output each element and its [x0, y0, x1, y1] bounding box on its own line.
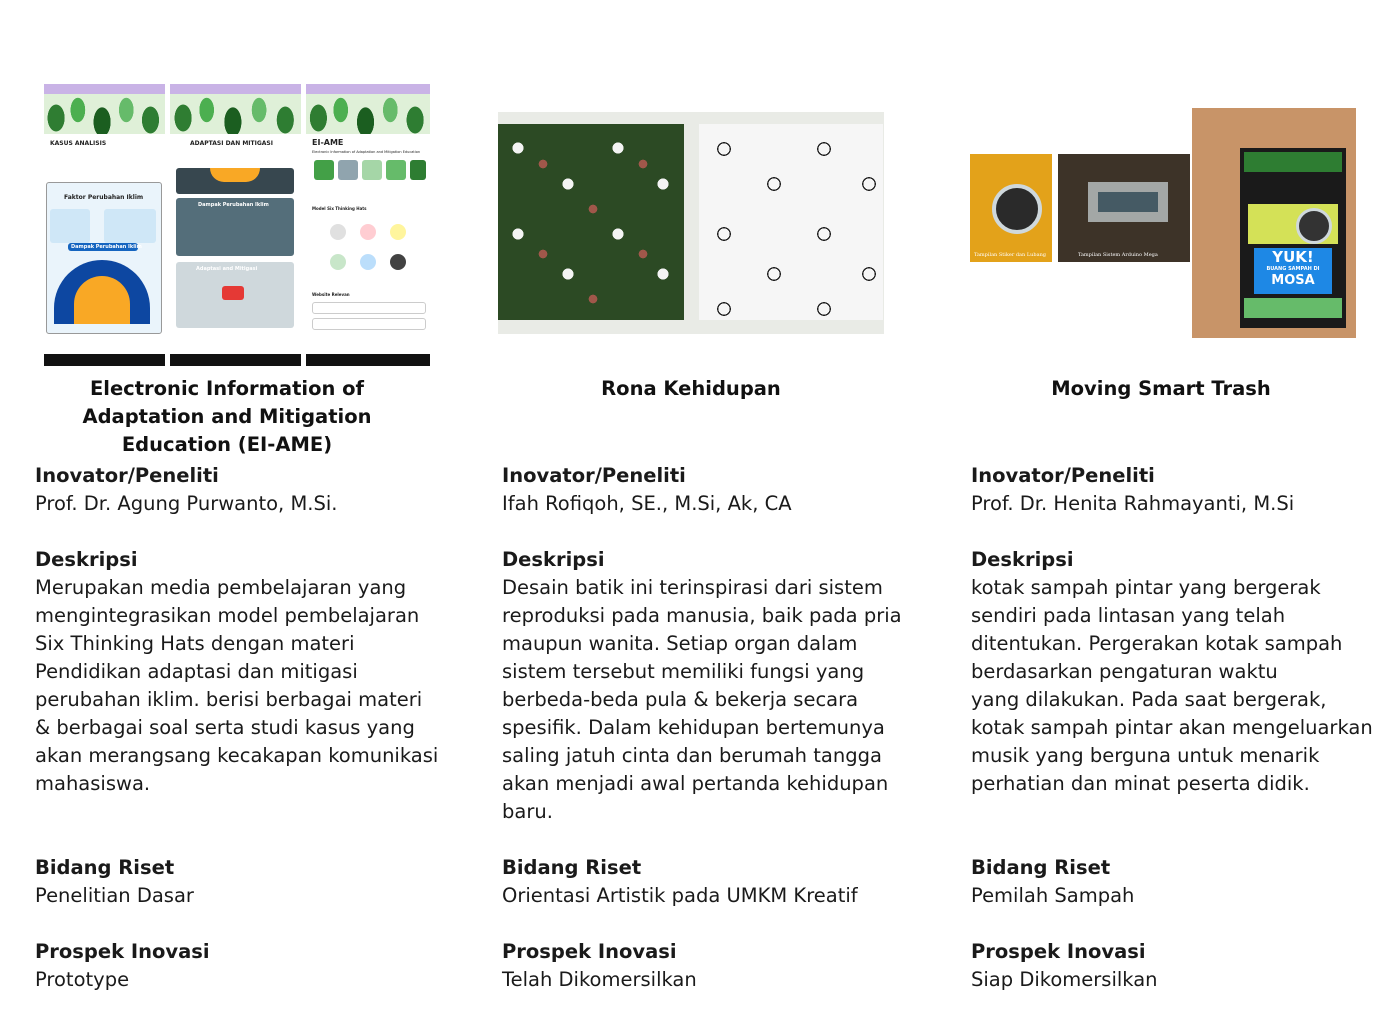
batik-pattern-drawing	[699, 124, 883, 320]
research-field-label: Bidang Riset	[971, 856, 1111, 879]
app-screen-eiame-home	[306, 84, 430, 366]
app-screen-adaptasi-mitigasi	[170, 84, 301, 366]
card-details-moving-smart-trash	[971, 462, 1381, 994]
innovator-label: Inovator/Peneliti	[35, 464, 219, 487]
card-title-rona-kehidupan: Rona Kehidupan	[601, 377, 781, 400]
description-text: Merupakan media pembelajaran yang mengintegrasikan model pembelajaran Six Thinking Hats dengan materi Pendidikan adaptasi dan mitigasi perubahan iklim. berisi berbagai materi & berbagai soal serta studi kasus yang akan merangsang kecakapan komunikasi mahasiswa.	[35, 576, 439, 795]
research-field-label: Bidang Riset	[35, 856, 175, 879]
app-screen-kasus-analisis	[44, 84, 165, 366]
screen-heading: ADAPTASI DAN MITIGASI	[190, 140, 273, 147]
mosa-machine-photo	[1192, 108, 1356, 338]
photo-caption: Tampilan Stiker dan Lubang	[974, 252, 1046, 258]
video-title: Dampak Perubahan Iklim	[198, 202, 269, 208]
box-subtitle: Dampak Perubahan Iklim	[71, 244, 142, 250]
batik-images	[498, 112, 884, 334]
description-text: Desain batik ini terinspirasi dari sistem reproduksi pada manusia, baik pada pria maupun wanita. Setiap organ dalam sistem tersebut memiliki fungsi yang berbeda-beda pula & bekerja secara spesifik. Dalam kehidupan bertemunya saling jatuh cinta dan berumah tangga akan menjadi awal pertanda kehidupan baru.	[502, 576, 902, 823]
eiame-app-screenshots	[44, 84, 430, 366]
prospect-label: Prospek Inovasi	[502, 940, 677, 963]
description-text: kotak sampah pintar yang bergerak sendiri pada lintasan yang telah ditentukan. Pergerakan kotak sampah berdasarkan pengaturan waktu yang dilakukan. Pada saat bergerak, kotak sampah pintar akan mengeluarkan musik yang berguna untuk menarik perhatian dan minat peserta didik.	[971, 576, 1373, 795]
prospect-value: Prototype	[35, 968, 130, 991]
section-title: Website Relevan	[312, 292, 350, 297]
innovator-label: Inovator/Peneliti	[502, 464, 686, 487]
prospect-label: Prospek Inovasi	[35, 940, 210, 963]
trash-sticker-photo	[970, 154, 1052, 262]
research-field-value: Orientasi Artistik pada UMKM Kreatif	[502, 884, 858, 907]
prospect-label: Prospek Inovasi	[971, 940, 1146, 963]
batik-fabric-photo	[498, 124, 684, 320]
photo-caption: Tampilan Sistem Arduino Mega	[1078, 252, 1158, 258]
card-details-rona-kehidupan	[502, 462, 922, 994]
prospect-value: Telah Dikomersilkan	[502, 968, 697, 991]
sign-mosa: MOSA	[1271, 273, 1315, 288]
innovator-name: Ifah Rofiqoh, SE., M.Si, Ak, CA	[502, 492, 792, 515]
video-title: Adaptasi and Mitigasi	[196, 266, 258, 272]
innovator-name: Prof. Dr. Henita Rahmayanti, M.Si	[971, 492, 1295, 515]
screen-heading: KASUS ANALISIS	[50, 140, 107, 147]
sign-yuk: YUK!	[1272, 248, 1314, 266]
app-subtitle: Electronic Information of Adaptation and Mitigation Education	[312, 150, 421, 154]
research-field-label: Bidang Riset	[502, 856, 642, 879]
arduino-system-photo	[1058, 154, 1190, 262]
research-field-value: Penelitian Dasar	[35, 884, 194, 907]
description-label: Deskripsi	[971, 548, 1074, 571]
box-title: Faktor Perubahan Iklim	[64, 194, 144, 201]
innovator-label: Inovator/Peneliti	[971, 464, 1155, 487]
innovator-name: Prof. Dr. Agung Purwanto, M.Si.	[35, 492, 338, 515]
sign-subtitle: BUANG SAMPAH DI	[1266, 266, 1320, 272]
description-label: Deskripsi	[502, 548, 605, 571]
app-name: EI-AME	[312, 138, 344, 147]
card-details-eiame	[35, 462, 455, 994]
prospect-value: Siap Dikomersilkan	[971, 968, 1158, 991]
smart-trash-photos	[970, 108, 1356, 338]
description-label: Deskripsi	[35, 548, 138, 571]
section-title: Model Six Thinking Hats	[312, 206, 367, 211]
card-title-eiame: Electronic Information of Adaptation and Mitigation Education (EI-AME)	[82, 377, 372, 456]
card-title-moving-smart-trash: Moving Smart Trash	[1051, 377, 1271, 400]
research-field-value: Pemilah Sampah	[971, 884, 1135, 907]
